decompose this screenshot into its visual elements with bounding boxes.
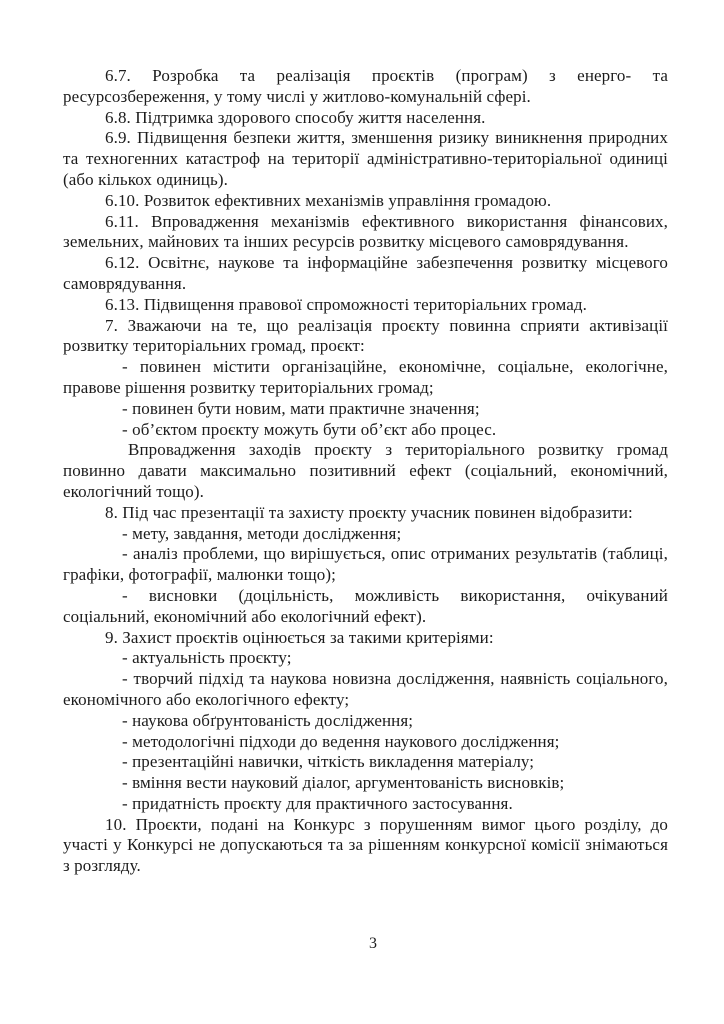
paragraph-18: - актуальність проєкту; [122,648,292,668]
paragraph-23: - вміння вести науковий діалог, аргументованість висновків; [122,773,565,793]
paragraph-1: 6.7. Розробка та реалізація проєктів (програм) з енерго- та ресурсозбереження, у тому числі у житлово-комунальній сфері. [63,66,668,106]
paragraph-10: - повинен бути новим, мати практичне значення; [122,398,480,418]
paragraph-15: - аналіз проблеми, що вирішується, опис отриманих результатів (таблиці, графіки, фотографії, малюнки тощо); [63,544,668,585]
paragraph-20: - наукова обґрунтованість дослідження; [122,710,414,730]
paragraph-24: - придатність проєкту для практичного застосування. [122,793,513,813]
paragraph-5: 6.11. Впровадження механізмів ефективного використання фінансових, земельних, майнових та інших ресурсів розвитку місцевого самоврядування. [63,211,668,252]
paragraph-12: Впровадження заходів проєкту з територіального розвитку громад повинно давати максимально позитивний ефект (соціальний, економічний, екологічний тощо). [63,440,668,501]
paragraph-3: 6.9. Підвищення безпеки життя, зменшення ризику виникнення природних та техногенних катастроф на території адміністративно-територіальної одиниці (або кількох одиниць). [63,128,668,189]
paragraph-21: - методологічні підходи до ведення наукового дослідження; [122,731,560,751]
paragraph-16: - висновки (доцільність, можливість використання, очікуваний соціальний, економічний або екологічний ефект). [63,585,668,626]
paragraph-2: 6.8. Підтримка здорового способу життя населення. [105,107,486,127]
paragraph-25: 10. Проєкти, подані на Конкурс з порушенням вимог цього розділу, до участі у Конкурсі не допускаються та за рішенням конкурсної комісії знімаються з розгляду. [63,814,668,876]
paragraph-7: 6.13. Підвищення правової спроможності територіальних громад. [105,294,587,314]
paragraph-9: - повинен містити організаційне, економічне, соціальне, екологічне, правове рішення розвитку територіальних громад; [63,357,668,397]
paragraph-4: 6.10. Розвиток ефективних механізмів управління громадою. [105,190,552,210]
paragraph-14: - мету, завдання, методи дослідження; [122,523,402,543]
document-body [63,66,668,877]
paragraph-11: - об’єктом проєкту можуть бути об’єкт або процес. [122,419,497,439]
paragraph-22: - презентаційні навички, чіткість викладення матеріалу; [122,752,535,772]
paragraph-19: - творчий підхід та наукова новизна дослідження, наявність соціального, економічного або екологічного ефекту; [63,669,668,709]
paragraph-17: 9. Захист проєктів оцінюється за такими критеріями: [105,627,494,647]
page-number: 3 [369,935,377,952]
paragraph-13: 8. Під час презентації та захисту проєкту учасник повинен відобразити: [105,502,633,522]
paragraph-6: 6.12. Освітнє, наукове та інформаційне забезпечення розвитку місцевого самоврядування. [63,253,668,293]
paragraph-8: 7. Зважаючи на те, що реалізація проєкту повинна сприяти активізації розвитку територіальних громад, проєкт: [63,315,668,356]
